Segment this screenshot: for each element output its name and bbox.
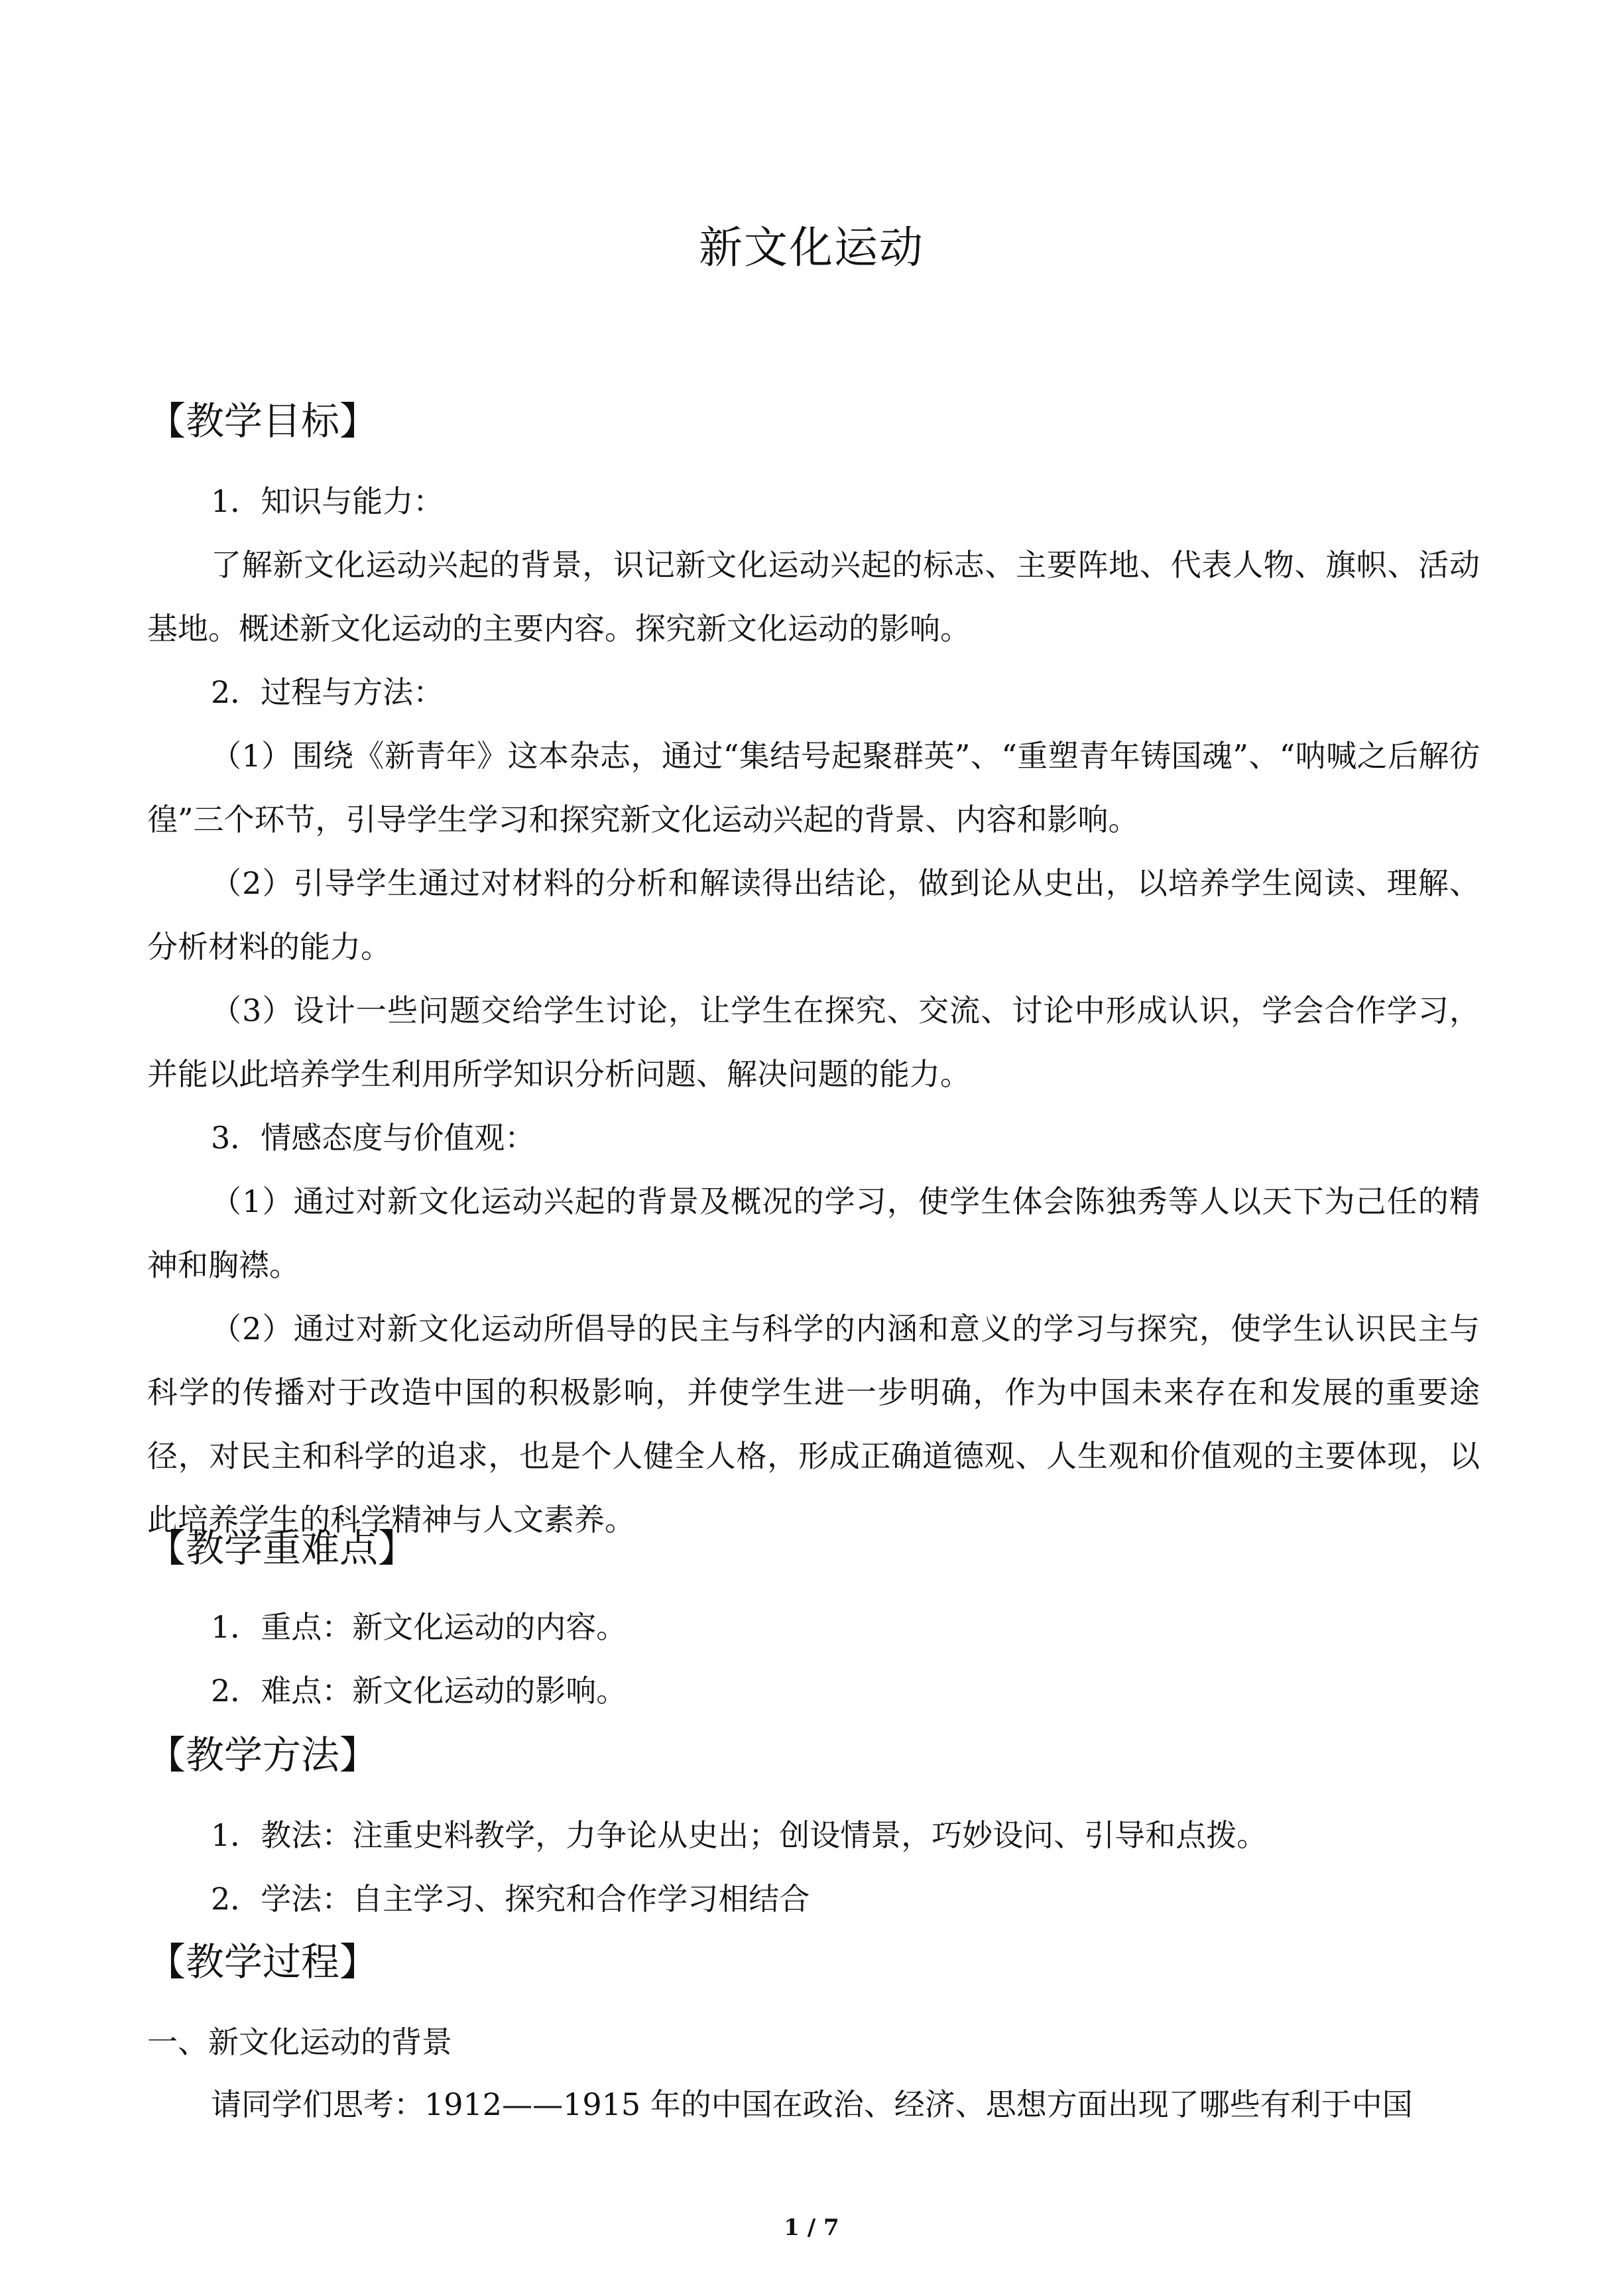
process-label: 2．过程与方法： xyxy=(211,674,444,710)
emotion-item-1: （1）通过对新文化运动兴起的背景及概况的学习，使学生体会陈独秀等人以天下为己任的精神和胸襟。 xyxy=(147,1183,1480,1283)
document-title: 新文化运动 xyxy=(699,222,924,273)
teaching-method: 1．教法：注重史料教学，力争论从史出；创设情景，巧妙设问、引导和点拨。 xyxy=(211,1817,1268,1853)
process-item-2: （2）引导学生通过对材料的分析和解读得出结论，做到论从史出，以培养学生阅读、理解、分析材料的能力。 xyxy=(147,865,1480,965)
learning-method: 2．学法：自主学习、探究和合作学习相结合 xyxy=(211,1881,810,1917)
emotion-label: 3．情感态度与价值观： xyxy=(211,1120,536,1156)
key-point: 1．重点：新文化运动的内容。 xyxy=(211,1609,627,1645)
process-item-1: （1）围绕《新青年》这本杂志，通过“集结号起聚群英”、“重塑青年铸国魂”、“呐喊之后解彷徨”三个环节，引导学生学习和探究新文化运动兴起的背景、内容和影响。 xyxy=(147,738,1480,837)
section-heading-process: 【教学过程】 xyxy=(147,1939,379,1984)
section-heading-key-points: 【教学重难点】 xyxy=(147,1526,417,1571)
process-part1-title: 一、新文化运动的背景 xyxy=(147,2024,452,2060)
process-item-3: （3）设计一些问题交给学生讨论，让学生在探究、交流、讨论中形成认识，学会合作学习，并能以此培养学生利用所学知识分析问题、解决问题的能力。 xyxy=(147,993,1480,1092)
emotion-item-2: （2）通过对新文化运动所倡导的民主与科学的内涵和意义的学习与探究，使学生认识民主与科学的传播对于改造中国的积极影响，并使学生进一步明确，作为中国未来存在和发展的重要途径，对民主和科学的追求，也是个人健全人格，形成正确道德观、人生观和价值观的主要体现，以此培养学生的科学精神与人文素养。 xyxy=(147,1311,1480,1538)
knowledge-label: 1．知识与能力： xyxy=(211,483,444,519)
difficult-point: 2．难点：新文化运动的影响。 xyxy=(211,1673,627,1709)
page-number: 1 / 7 xyxy=(784,2214,839,2241)
section-heading-methods: 【教学方法】 xyxy=(147,1732,379,1778)
knowledge-text: 了解新文化运动兴起的背景，识记新文化运动兴起的标志、主要阵地、代表人物、旗帜、活动基地。概述新文化运动的主要内容。探究新文化运动的影响。 xyxy=(147,547,1480,646)
process-part1-text: 请同学们思考：1912——1915 年的中国在政治、经济、思想方面出现了哪些有利于中国 xyxy=(211,2086,1413,2122)
section-heading-objectives: 【教学目标】 xyxy=(147,398,379,444)
